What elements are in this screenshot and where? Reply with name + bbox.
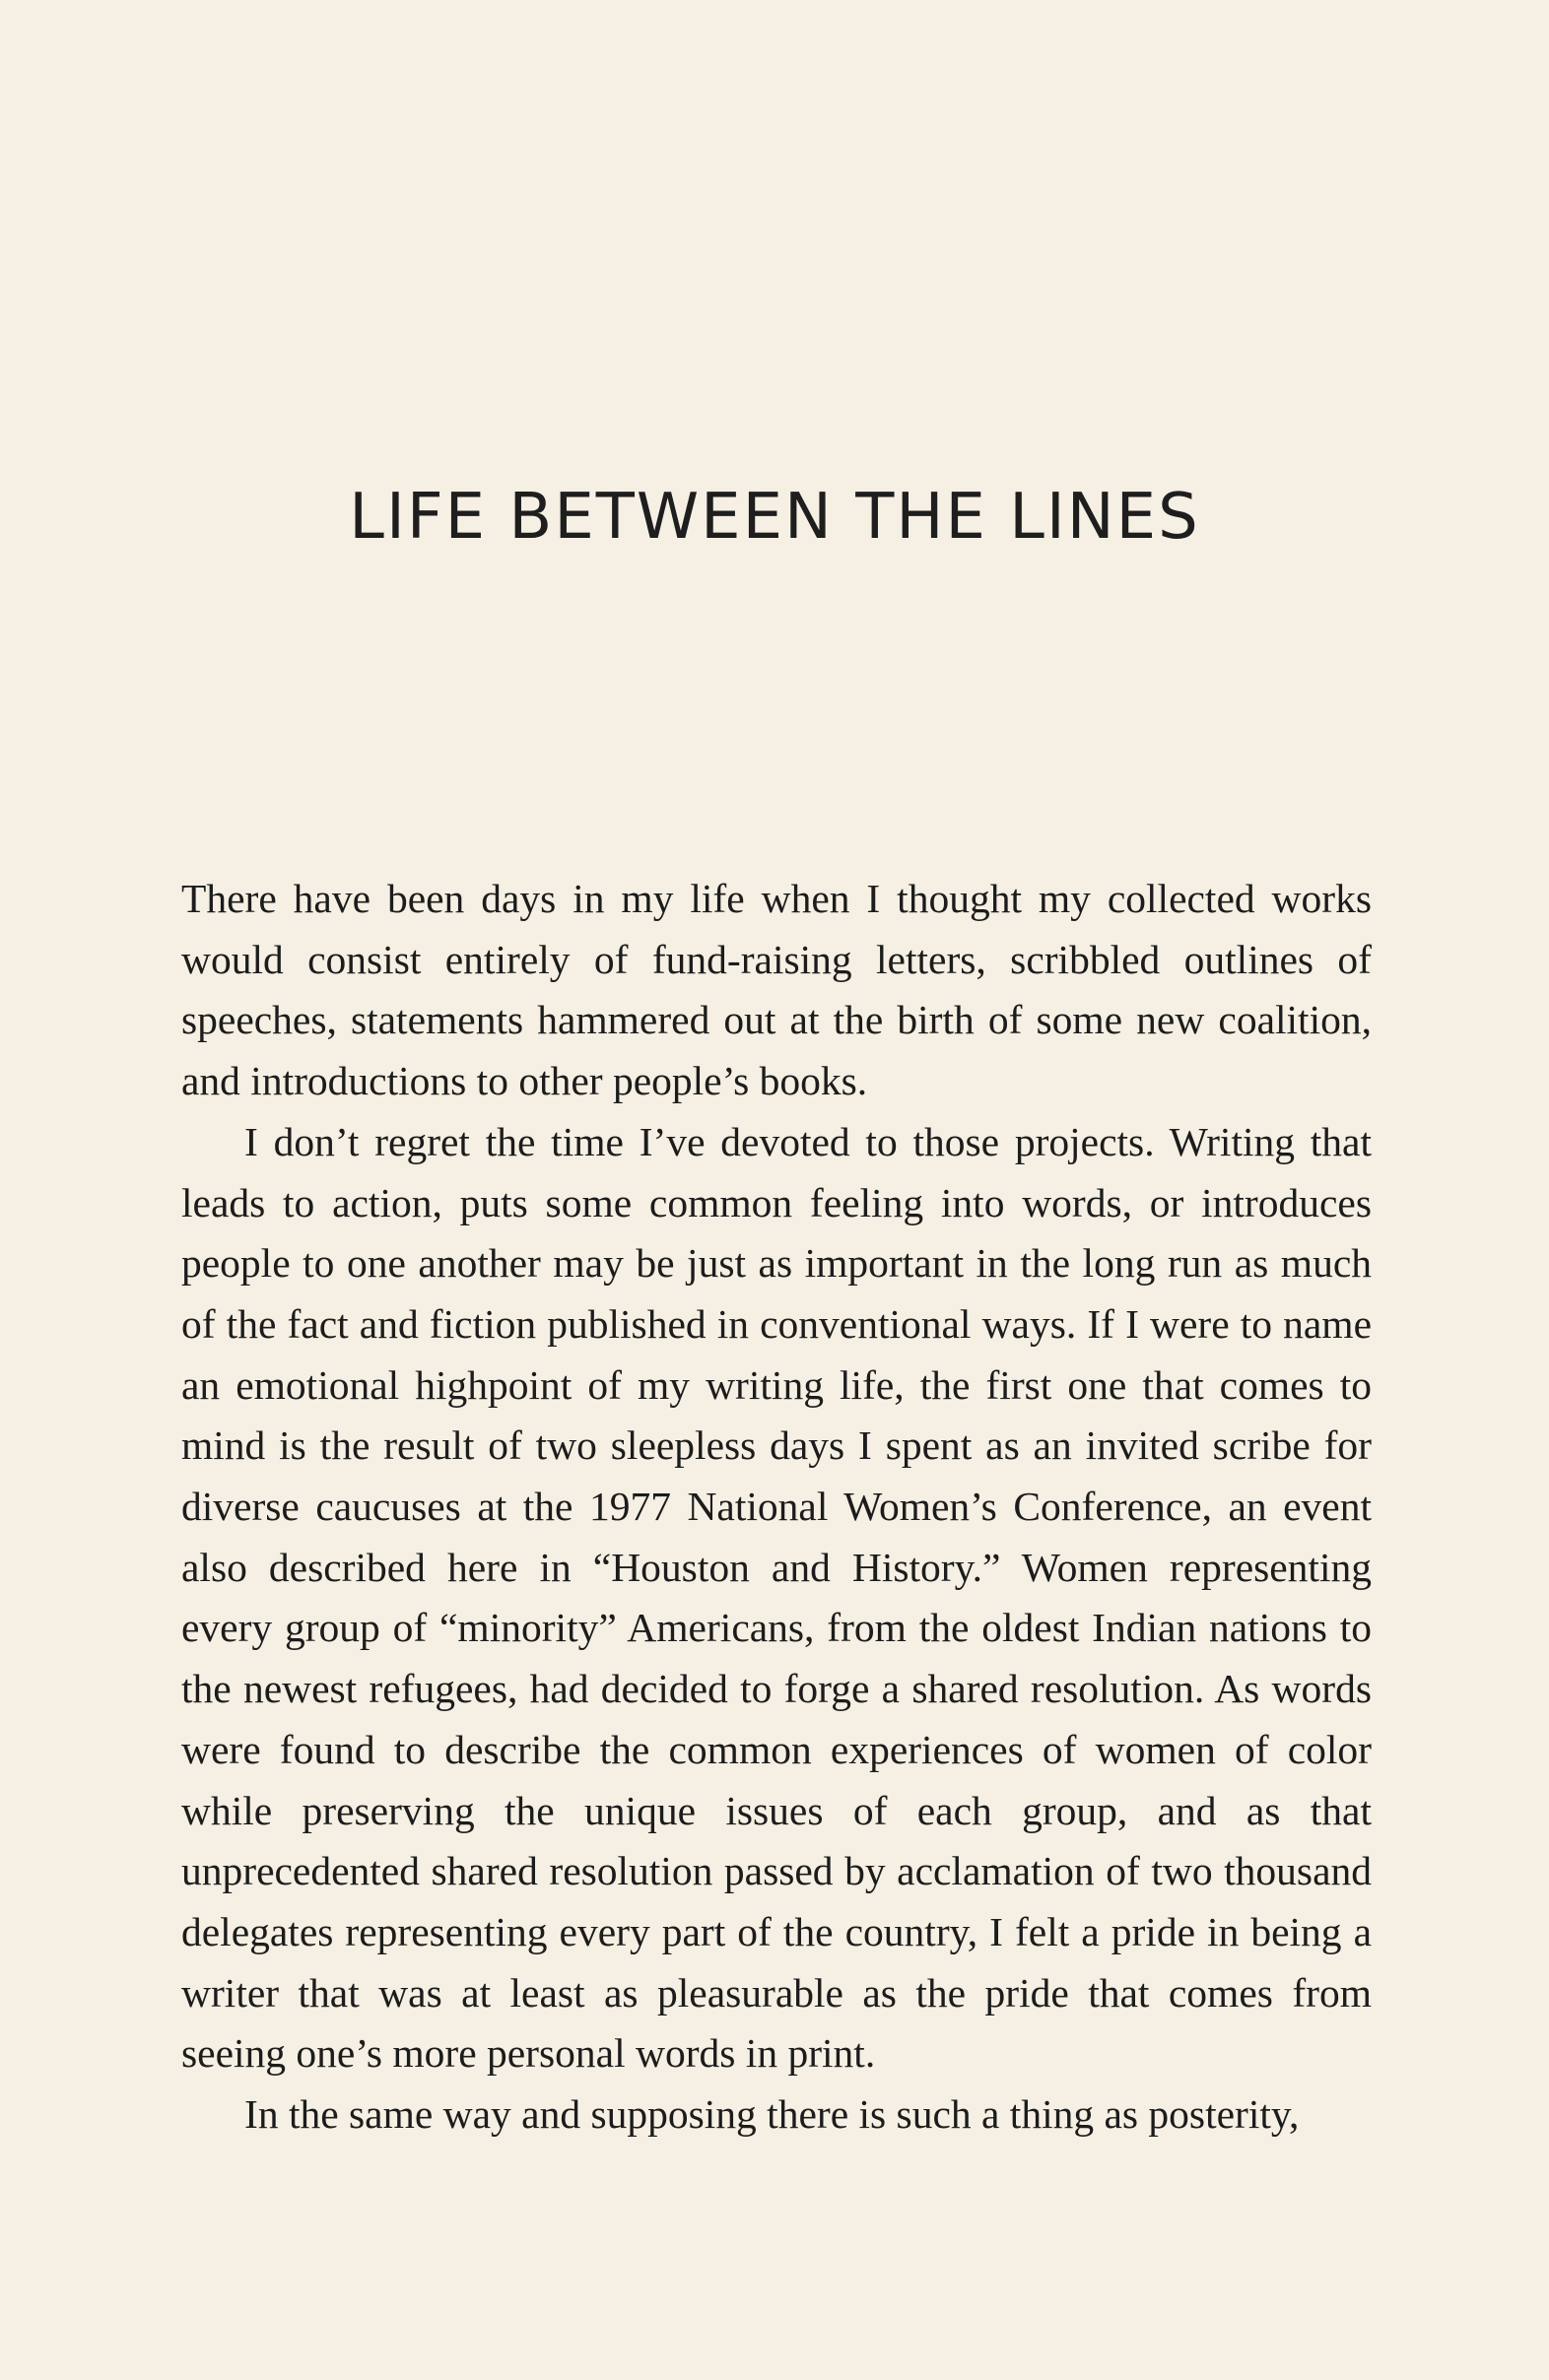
paragraph-3: In the same way and supposing there is such a thing as posterity, (244, 2091, 1300, 2138)
chapter-title: LIFE BETWEEN THE LINES (349, 481, 1200, 554)
paragraph-1: There have been days in my life when I thought my collected works would consist entirely of fund-raising letters, scribbled outlines of speeches, statements hammered out at the birth of some new coalition, and introductions to other people’s books. (181, 876, 1372, 1104)
paragraph-2: I don’t regret the time I’ve devoted to those projects. Writing that leads to action, puts some common feeling into words, or introduces people to one another may be just as important in the long run as much of the fact and fiction published in conventional ways. If I were to name an emotional highpoint of my writing life, the first one that comes to mind is the result of two sleepless days I spent as an invited scribe for diverse caucuses at the 1977 National Women’s Conference, an event also described here in “Houston and History.” Women representing every group of “minority” Americans, from the oldest Indian nations to the newest refugees, had decided to forge a shared resolution. As words were found to describe the common experiences of women of color while preserving the unique issues of each group, and as that unprecedented shared resolution passed by acclamation of two thousand delegates representing every part of the country, I felt a pride in being a writer that was at least as pleasurable as the pride that comes from seeing one’s more personal words in print. (181, 1118, 1372, 2077)
chapter-body (181, 869, 1372, 2146)
